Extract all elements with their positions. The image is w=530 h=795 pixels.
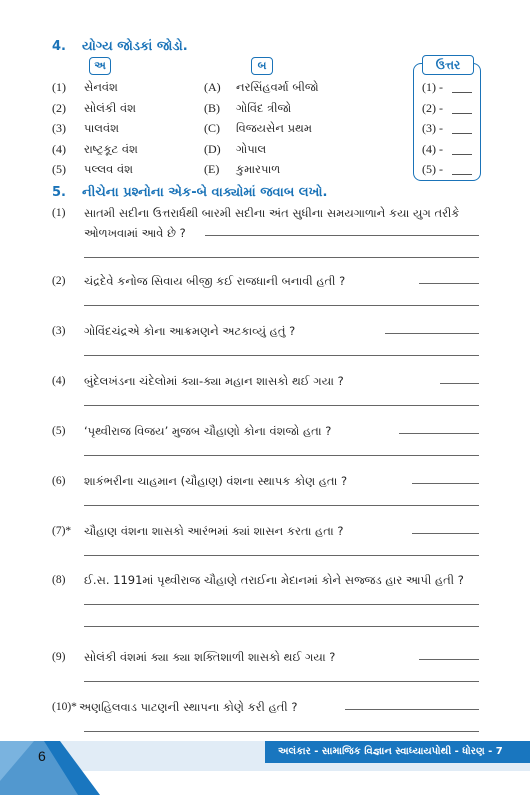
answer-slot-label: (2) - <box>422 100 443 115</box>
answer-line[interactable] <box>419 659 479 660</box>
match-row-number: (1) <box>52 80 66 94</box>
question-number: (9) <box>52 651 66 663</box>
answer-line[interactable] <box>412 483 479 484</box>
question-text: ‘પૃથ્વીરાજ વિજય’ મુજબ ચૌહાણો કોના વંશજો હતા ? <box>84 424 332 438</box>
question-number: (3) <box>52 325 66 337</box>
match-column-a-item: રાષ્ટ્રકૂટ વંશ <box>84 141 138 156</box>
match-column-b-item: નરસિંહવર્મા બીજો <box>236 80 319 94</box>
question-text: અણહિલવાડ પાટણની સ્થાપના કોણે કરી હતી ? <box>79 700 298 714</box>
match-column-b-item: ગોવિંદ ત્રીજો <box>236 100 292 115</box>
match-row-letter: (C) <box>204 121 220 135</box>
answer-slot-label: (5) - <box>422 162 443 176</box>
answer-blank[interactable] <box>452 92 472 93</box>
column-b-label: બ <box>251 57 273 75</box>
question-text: સોલંકી વંશમાં ક્યા ક્યા શક્તિશાળી શાસકો થઈ ગયા ? <box>84 650 336 664</box>
question-number: (7)* <box>52 525 72 537</box>
answer-blank[interactable] <box>452 133 472 134</box>
answer-line[interactable] <box>84 257 479 258</box>
answer-line[interactable] <box>412 533 479 534</box>
section4-heading: યોગ્ય જોડકાં જોડો. <box>82 39 188 54</box>
answer-line[interactable] <box>385 333 479 334</box>
question-text: શાકંભરીના ચાહમાન (ચૌહાણ) વંશના સ્થાપક કોણ હતા ? <box>84 474 348 488</box>
answer-slot-label: (4) - <box>422 141 443 156</box>
match-row-letter: (E) <box>204 162 220 176</box>
match-row-letter: (D) <box>204 141 221 156</box>
question-number: (8) <box>52 574 66 586</box>
footer-left-accent <box>0 741 40 795</box>
answer-line[interactable] <box>84 555 479 556</box>
answer-blank[interactable] <box>452 113 472 114</box>
answer-slot-label: (3) - <box>422 121 443 135</box>
answer-line[interactable] <box>399 433 480 434</box>
question-text-continued: ઓળખવામાં આવે છે ? <box>84 226 186 240</box>
match-row-letter: (B) <box>204 100 220 115</box>
page-number: 6 <box>38 748 46 764</box>
answer-line[interactable] <box>205 235 479 236</box>
answer-line[interactable] <box>440 383 479 384</box>
answer-line[interactable] <box>84 604 479 605</box>
match-column-a-item: સેનવંશ <box>84 80 118 94</box>
match-row-number: (2) <box>52 100 66 115</box>
question-text: ઈ.સ. 1191માં પૃથ્વીરાજ ચૌહાણે તરાઈના મેદાનમાં કોને સજ્જડ હાર આપી હતી ? <box>84 573 464 587</box>
column-a-label: અ <box>89 57 111 75</box>
question-number: (4) <box>52 375 66 387</box>
section4-number: 4. <box>52 39 66 54</box>
answer-line[interactable] <box>84 731 479 732</box>
match-column-b-item: કુમારપાળ <box>236 162 281 176</box>
question-text: ચૌહાણ વંશના શાસકો આરંભમાં ક્યાં શાસન કરતા હતા ? <box>84 524 344 538</box>
question-number: (5) <box>52 425 66 437</box>
match-row-letter: (A) <box>204 80 221 94</box>
match-row-number: (3) <box>52 121 66 135</box>
answer-line[interactable] <box>84 505 479 506</box>
answer-label: ઉત્તર <box>422 55 474 75</box>
match-column-a-item: પલ્લવ વંશ <box>84 162 133 176</box>
footer-title: અલંકાર - સામાજિક વિજ્ઞાન સ્વાધ્યાયપોથી - ધોરણ - 7 <box>278 746 503 757</box>
answer-line[interactable] <box>419 283 479 284</box>
section5-heading: નીચેના પ્રશ્નોના એક-બે વાક્યોમાં જવાબ લખો. <box>82 185 328 200</box>
match-column-b-item: ગોપાલ <box>236 141 267 156</box>
question-number: (6) <box>52 475 66 487</box>
question-text: ચંદ્રદેવે કનોજ સિવાય બીજી કઈ રાજધાની બનાવી હતી ? <box>84 274 346 288</box>
match-column-b-item: વિજયસેન પ્રથમ <box>236 121 313 135</box>
answer-blank[interactable] <box>452 154 472 155</box>
answer-line[interactable] <box>84 455 479 456</box>
question-text: સાતમી સદીના ઉત્તરાર્ધથી બારમી સદીના અંત સુધીના સમયગાળાને કયા યુગ તરીકે <box>84 206 460 220</box>
answer-line[interactable] <box>345 709 479 710</box>
question-text: ગોવિંદચંદ્રએ કોના આક્રમણને અટકાવ્યું હતું ? <box>84 324 296 338</box>
answer-line[interactable] <box>84 305 479 306</box>
answer-line[interactable] <box>84 355 479 356</box>
answer-slot-label: (1) - <box>422 80 443 94</box>
question-number: (10)* <box>52 701 77 713</box>
question-number: (1) <box>52 207 66 219</box>
answer-blank[interactable] <box>452 174 472 175</box>
match-row-number: (5) <box>52 162 66 176</box>
question-text: બુંદેલખંડના ચંદેલોમાં ક્યા-ક્યા મહાન શાસકો થઈ ગયા ? <box>84 374 344 388</box>
match-row-number: (4) <box>52 141 66 156</box>
match-column-a-item: સોલંકી વંશ <box>84 100 136 115</box>
section5-number: 5. <box>52 185 66 200</box>
match-column-a-item: પાલવંશ <box>84 121 120 135</box>
answer-line[interactable] <box>84 405 479 406</box>
answer-line[interactable] <box>84 626 479 627</box>
question-number: (2) <box>52 275 66 287</box>
answer-line[interactable] <box>84 681 479 682</box>
